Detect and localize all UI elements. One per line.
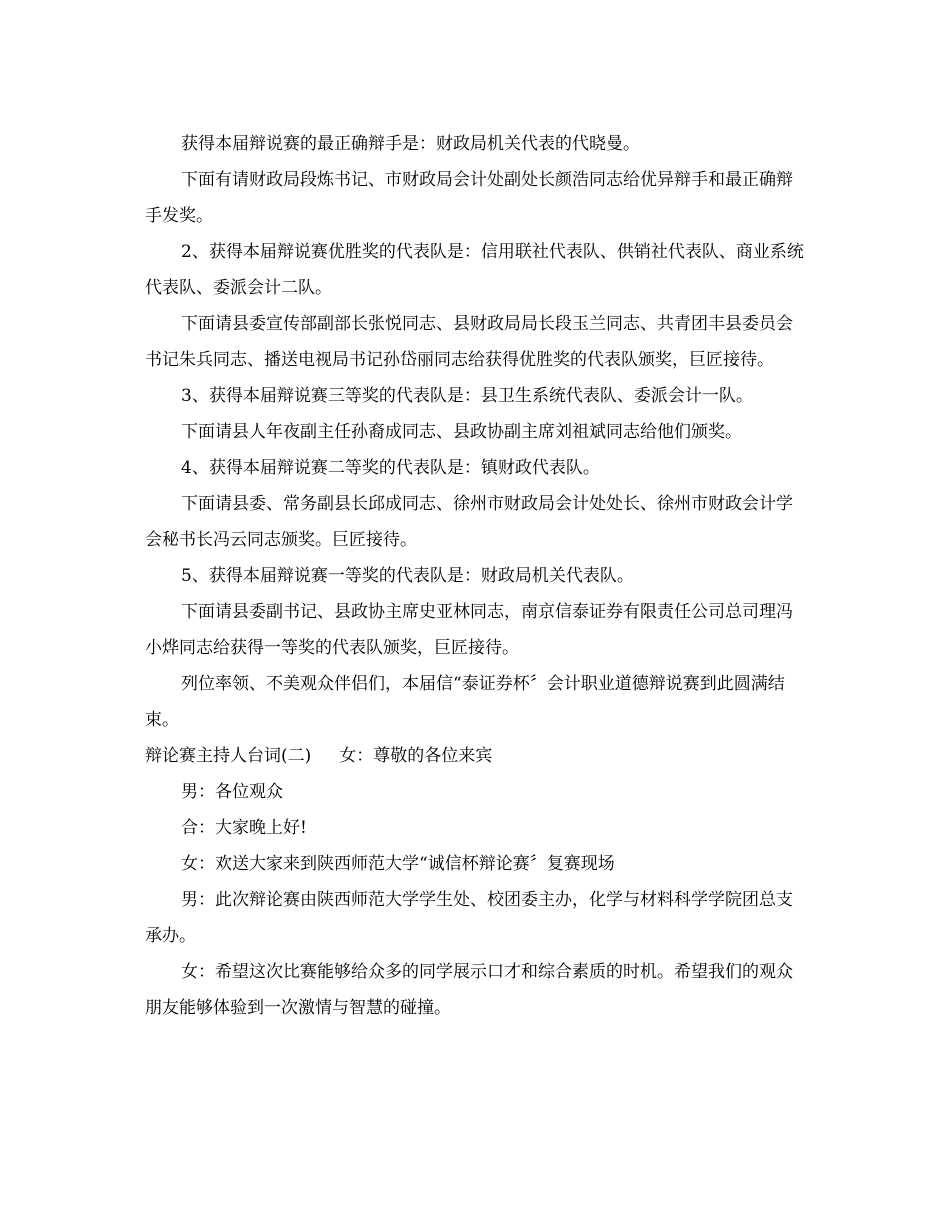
paragraph: 2、获得本届辩说赛优胜奖的代表队是：信用联社代表队、供销社代表队、商业系统代表队、委派会计二队。 (145, 242, 804, 298)
paragraph: 3、获得本届辩说赛三等奖的代表队是：县卫生系统代表队、委派会计一队。 (181, 386, 753, 406)
paragraph: 下面请县委副书记、县政协主席史亚林同志，南京信泰证券有限责任公司总司理冯小烨同志给获得一等奖的代表队颁奖，巨匠接待。 (145, 602, 793, 658)
paragraph: 下面请县委宣传部副部长张悦同志、县财政局局长段玉兰同志、共青团丰县委员会书记朱兵同志、播送电视局书记孙岱丽同志给获得优胜奖的代表队颁奖，巨匠接待。 (145, 314, 793, 370)
paragraph: 女：希望这次比赛能够给众多的同学展示口才和综合素质的时机。希望我们的观众朋友能够体验到一次激情与智慧的碰撞。 (145, 962, 793, 1018)
paragraph: 列位率领、不美观众伴侣们，本届信“泰证券杯〞会计职业道德辩说赛到此圆满结束。 (145, 674, 785, 730)
document-page (145, 126, 805, 1026)
paragraph: 男：各位观众 (181, 782, 283, 802)
section-title: 辩论赛主持人台词(二) (145, 746, 312, 766)
paragraph: 获得本届辩说赛的最正确辩手是：财政局机关代表的代晓曼。 (181, 134, 640, 154)
section-heading (145, 738, 805, 774)
paragraph: 下面有请财政局段炼书记、市财政局会计处副处长颜浩同志给优异辩手和最正确辩手发奖。 (145, 170, 793, 226)
paragraph: 合：大家晚上好! (181, 818, 307, 838)
section-first-line: 女：尊敬的各位来宾 (339, 746, 493, 766)
paragraph: 下面请县委、常务副县长邱成同志、徐州市财政局会计处处长、徐州市财政会计学会秘书长冯云同志颁奖。巨匠接待。 (145, 494, 793, 550)
paragraph: 男：此次辩论赛由陕西师范大学学生处、校团委主办，化学与材料科学学院团总支承办。 (145, 890, 793, 946)
paragraph: 女：欢送大家来到陕西师范大学“诚信杯辩论赛〞复赛现场 (181, 854, 615, 874)
paragraph: 下面请县人年夜副主任孙裔成同志、县政协副主席刘祖斌同志给他们颁奖。 (181, 422, 742, 442)
paragraph: 4、获得本届辩说赛二等奖的代表队是：镇财政代表队。 (181, 458, 600, 478)
paragraph: 5、获得本届辩说赛一等奖的代表队是：财政局机关代表队。 (181, 566, 634, 586)
